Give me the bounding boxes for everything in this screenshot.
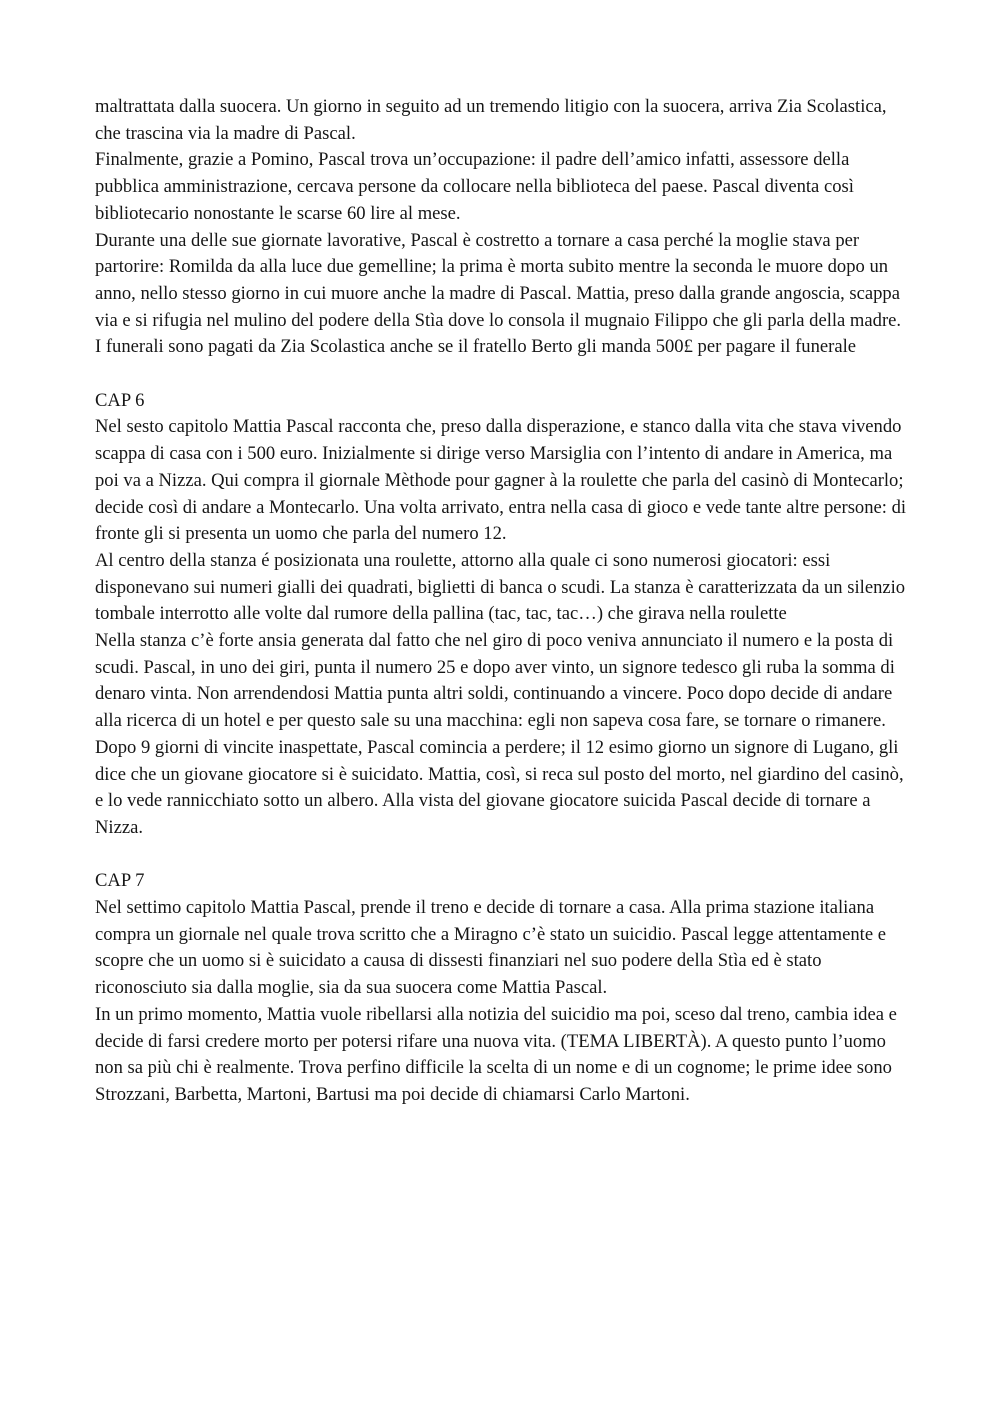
intro-section xyxy=(95,94,910,361)
chapter-6-section xyxy=(95,388,910,842)
chapter-heading: CAP 7 xyxy=(95,870,145,892)
chapter-heading: CAP 6 xyxy=(95,389,145,411)
paragraph: Durante una delle sue giornate lavorative, Pascal è costretto a tornare a casa perché la moglie stava per partorire: Romilda da alla luce due gemelline; la prima è morta subito mentre la seconda le muore dopo un anno, nello stesso giorno in cui muore anche la madre di Pascal. Mattia, preso dalla grande angoscia, scappa via e si rifugia nel mulino del podere della Stìa dove lo consola il mugnaio Filippo che gli parla della madre. xyxy=(95,229,902,331)
paragraph: maltrattata dalla suocera. Un giorno in seguito ad un tremendo litigio con la suocera, arriva Zia Scolastica, che trascina via la madre di Pascal. xyxy=(95,96,887,144)
paragraph: Nel sesto capitolo Mattia Pascal racconta che, preso dalla disperazione, e stanco dalla vita che stava vivendo scappa di casa con i 500 euro. Inizialmente si dirige verso Marsiglia con l’intento di andare in America, ma poi va a Nizza. Qui compra il giornale Mèthode pour gagner à la roulette che parla del casinò di Montecarlo; decide così di andare a Montecarlo. Una volta arrivato, entra nella casa di gioco e vede tante altre persone: di fronte gli si presenta un uomo che parla del numero 12. xyxy=(95,416,907,545)
chapter-7-section xyxy=(95,868,910,1108)
paragraph: Al centro della stanza é posizionata una roulette, attorno alla quale ci sono numerosi giocatori: essi disponevano sui numeri gialli dei quadrati, biglietti di banca o scudi. La stanza è caratterizzata da un silenzio tombale interrotto alle volte dal rumore della pallina (tac, tac, tac…) che girava nella roulette xyxy=(95,549,906,625)
paragraph: I funerali sono pagati da Zia Scolastica anche se il fratello Berto gli manda 500£ per pagare il funerale xyxy=(95,336,857,358)
paragraph: Finalmente, grazie a Pomino, Pascal trova un’occupazione: il padre dell’amico infatti, assessore della pubblica amministrazione, cercava persone da collocare nella biblioteca del paese. Pascal diventa così bibliotecario nonostante le scarse 60 lire al mese. xyxy=(95,149,854,224)
paragraph: Nel settimo capitolo Mattia Pascal, prende il treno e decide di tornare a casa. Alla prima stazione italiana compra un giornale nel quale trova scritto che a Miragno c’è stato un suicidio. Pascal legge attentamente e scopre che un uomo si è suicidato a causa di dissesti finanziari nel suo podere della Stìa ed è stato riconosciuto sia dalla moglie, sia da sua suocera come Mattia Pascal. xyxy=(95,897,886,999)
paragraph: Dopo 9 giorni di vincite inaspettate, Pascal comincia a perdere; il 12 esimo giorno un signore di Lugano, gli dice che un giovane giocatore si è suicidato. Mattia, così, si reca sul posto del morto, nel giardino del casinò, e lo vede rannicchiato sotto un albero. Alla vista del giovane giocatore suicida Pascal decide di tornare a Nizza. xyxy=(95,736,904,838)
document-page xyxy=(95,94,910,1109)
paragraph: In un primo momento, Mattia vuole ribellarsi alla notizia del suicidio ma poi, sceso dal treno, cambia idea e decide di farsi credere morto per potersi rifare una nuova vita. (TEMA LIBERTÀ). A questo punto l’uomo non sa più chi è realmente. Trova perfino difficile la scelta di un nome e di un cognome; le prime idee sono Strozzani, Barbetta, Martoni, Bartusi ma poi decide di chiamarsi Carlo Martoni. xyxy=(95,1003,897,1105)
blank-line xyxy=(95,361,910,388)
paragraph: Nella stanza c’è forte ansia generata dal fatto che nel giro di poco veniva annunciato il numero e la posta di scudi. Pascal, in uno dei giri, punta il numero 25 e dopo aver vinto, un signore tedesco gli ruba la somma di denaro vinta. Non arrendendosi Mattia punta altri soldi, continuando a vincere. Poco dopo decide di andare alla ricerca di un hotel e per questo sale su una macchina: egli non sapeva cosa fare, se tornare o rimanere. xyxy=(95,630,895,732)
blank-line xyxy=(95,842,910,869)
